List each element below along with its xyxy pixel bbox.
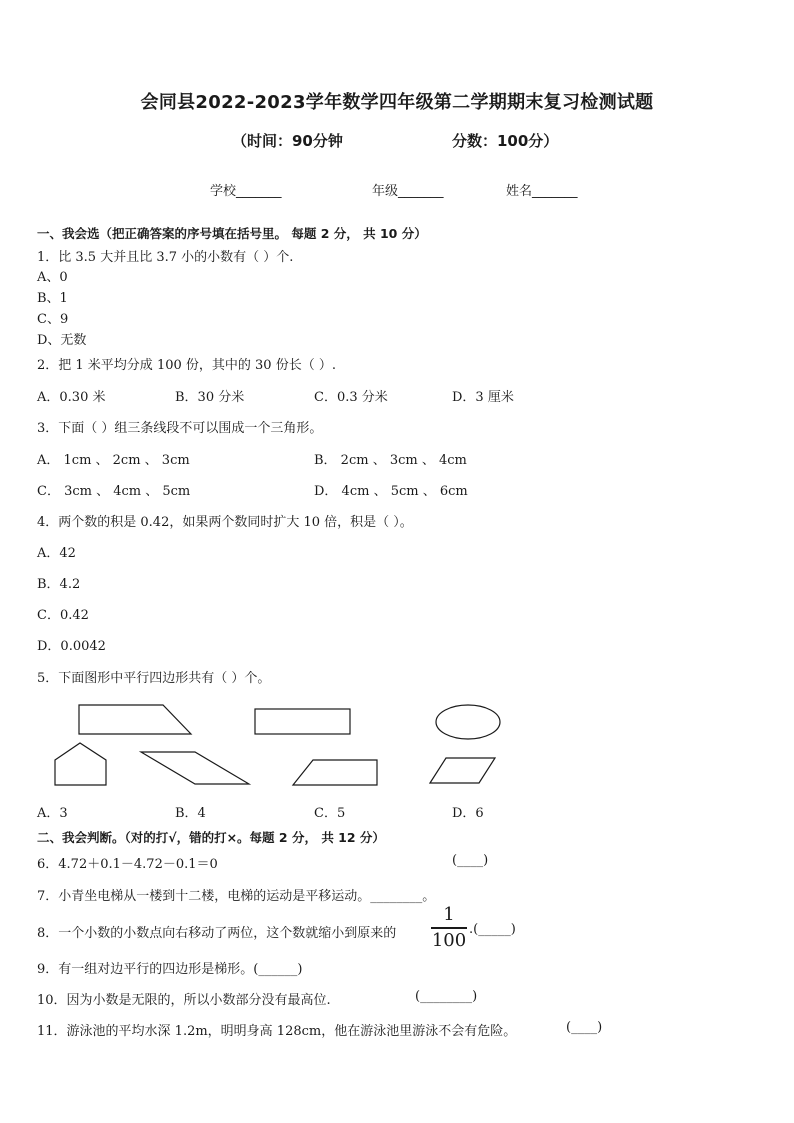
q1-option-d[interactable]: D、无数 — [37, 333, 87, 348]
section-1-heading: 一、我会选（把正确答案的序号填在括号里。 每题 2 分， 共 10 分） — [37, 226, 427, 241]
school-field[interactable]: 学校_______ — [210, 184, 282, 199]
ellipse-shape — [436, 705, 500, 739]
pentagon-shape — [55, 743, 106, 785]
q4-option-a[interactable]: A．42 — [37, 546, 76, 561]
q2-option-a[interactable]: A．0.30 米 — [37, 390, 106, 405]
exam-time: （时间：90分钟 — [232, 132, 343, 150]
q4-option-b[interactable]: B．4.2 — [37, 577, 81, 592]
q5-option-c[interactable]: C．5 — [314, 806, 346, 821]
q3-option-a[interactable]: A． 1cm 、 2cm 、 3cm — [37, 453, 190, 468]
q5-option-b[interactable]: B．4 — [175, 806, 206, 821]
q2-option-d[interactable]: D．3 厘米 — [452, 390, 514, 405]
q3-option-c[interactable]: C． 3cm 、 4cm 、 5cm — [37, 484, 191, 499]
question-7: 7．小青坐电梯从一楼到十二楼，电梯的运动是平移运动。________。 — [37, 889, 436, 904]
rectangle-shape — [255, 709, 350, 734]
q1-option-b[interactable]: B、1 — [37, 291, 68, 306]
question-8: 8．一个小数的小数点向右移动了两位，这个数就缩小到原来的 — [37, 926, 397, 941]
q3-option-b[interactable]: B． 2cm 、 3cm 、 4cm — [314, 453, 467, 468]
parallelogram-shape-1 — [141, 752, 249, 784]
section-2-heading: 二、我会判断。（对的打√，错的打×。每题 2 分， 共 12 分） — [37, 830, 385, 845]
question-2: 2．把 1 米平均分成 100 份，其中的 30 份长（ ）. — [37, 358, 336, 373]
right-trapezoid-shape — [79, 705, 191, 734]
question-1: 1．比 3.5 大并且比 3.7 小的小数有（ ）个. — [37, 250, 294, 265]
answer-blank-10[interactable]: (________) — [415, 989, 478, 1004]
q4-option-c[interactable]: C．0.42 — [37, 608, 89, 623]
q5-option-a[interactable]: A．3 — [37, 806, 68, 821]
question-5: 5．下面图形中平行四边形共有（ ）个。 — [37, 671, 271, 686]
exam-score: 分数：100分） — [452, 132, 559, 150]
q1-option-c[interactable]: C、9 — [37, 312, 69, 327]
question-10: 10．因为小数是无限的，所以小数部分没有最高位. — [37, 993, 331, 1008]
answer-blank-6[interactable]: (____) — [452, 853, 489, 868]
parallelogram-shape-2 — [430, 758, 495, 783]
fraction-numerator: 1 — [443, 904, 455, 925]
answer-blank-8[interactable]: .(_____) — [469, 922, 516, 937]
q5-option-d[interactable]: D．6 — [452, 806, 484, 821]
fraction-denominator: 100 — [431, 929, 467, 951]
fraction-bar — [431, 927, 467, 929]
page-title: 会同县2022-2023学年数学四年级第二学期期末复习检测试题 — [140, 92, 654, 113]
question-4: 4．两个数的积是 0.42，如果两个数同时扩大 10 倍，积是（ ）。 — [37, 515, 413, 530]
q2-option-b[interactable]: B．30 分米 — [175, 390, 245, 405]
question-3: 3．下面（ ）组三条线段不可以围成一个三角形。 — [37, 421, 323, 436]
q3-option-d[interactable]: D． 4cm 、 5cm 、 6cm — [314, 484, 468, 499]
fraction-one-hundredth — [431, 905, 467, 951]
trapezoid-shape — [293, 760, 377, 785]
q2-option-c[interactable]: C．0.3 分米 — [314, 390, 388, 405]
name-field[interactable]: 姓名_______ — [506, 184, 578, 199]
question-6: 6．4.72＋0.1－4.72－0.1＝0 — [37, 857, 218, 872]
q4-option-d[interactable]: D．0.0042 — [37, 639, 106, 654]
answer-blank-11[interactable]: (____) — [566, 1020, 603, 1035]
grade-field[interactable]: 年级_______ — [372, 184, 444, 199]
question-9: 9．有一组对边平行的四边形是梯形。(______) — [37, 962, 303, 977]
q1-option-a[interactable]: A、0 — [37, 270, 68, 285]
question-11: 11．游泳池的平均水深 1.2m，明明身高 128cm，他在游泳池里游泳不会有危险。 — [37, 1024, 517, 1039]
